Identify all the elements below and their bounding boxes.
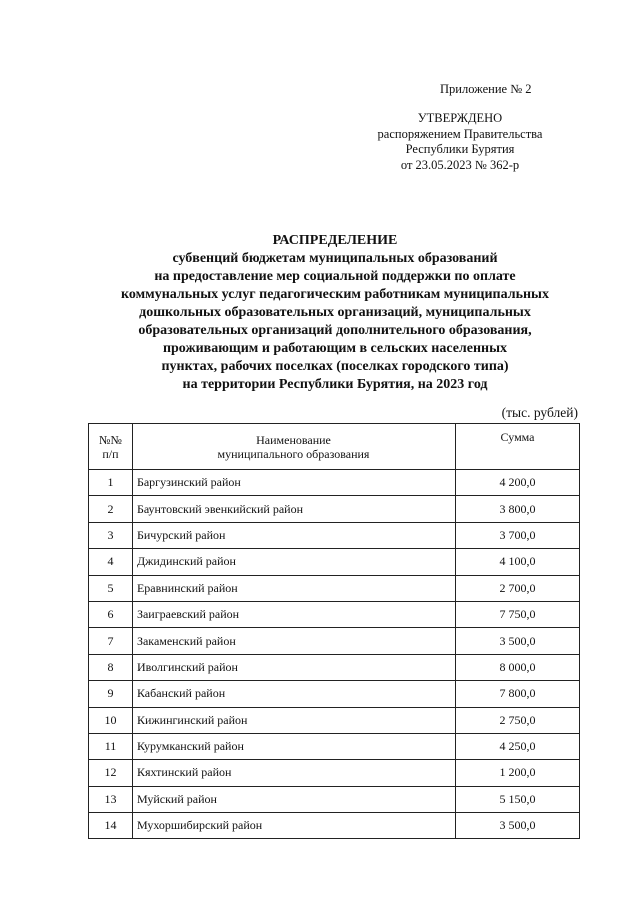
header-num-line-2: п/п — [102, 446, 119, 461]
table-row — [89, 470, 580, 496]
row-num: 6 — [89, 601, 133, 627]
row-num: 7 — [89, 628, 133, 654]
title-line-8: на территории Республики Бурятия, на 2023 год — [182, 377, 488, 392]
row-num: 8 — [89, 654, 133, 680]
approval-heading: УТВЕРЖДЕНО — [417, 111, 503, 125]
table-row — [89, 522, 580, 548]
row-sum: 3 500,0 — [456, 628, 580, 654]
title-line-6: проживающим и работающим в сельских населенных — [162, 341, 508, 356]
row-name: Заиграевский район — [132, 601, 455, 627]
row-name: Джидинский район — [132, 549, 455, 575]
title-line-2: на предоставление мер социальной поддержки по оплате — [154, 269, 516, 284]
row-num: 14 — [89, 813, 133, 839]
header-name — [132, 424, 455, 470]
row-num: 4 — [89, 549, 133, 575]
table-row — [89, 813, 580, 839]
row-num: 9 — [89, 681, 133, 707]
row-num: 12 — [89, 760, 133, 786]
row-num: 11 — [89, 733, 133, 759]
row-name: Кяхтинский район — [132, 760, 455, 786]
row-name: Бичурский район — [132, 522, 455, 548]
distribution-table — [88, 423, 580, 839]
title-line-3: коммунальных услуг педагогическим работникам муниципальных — [121, 287, 549, 302]
row-name: Муйский район — [132, 786, 455, 812]
units-label: (тыс. рублей) — [501, 405, 578, 420]
table-row — [89, 601, 580, 627]
table-row — [89, 654, 580, 680]
row-name: Кабанский район — [132, 681, 455, 707]
row-name: Курумканский район — [132, 733, 455, 759]
row-sum: 2 700,0 — [456, 575, 580, 601]
row-sum: 3 800,0 — [456, 496, 580, 522]
row-sum: 1 200,0 — [456, 760, 580, 786]
row-sum: 3 700,0 — [456, 522, 580, 548]
row-sum: 5 150,0 — [456, 786, 580, 812]
approval-line-1: распоряжением Правительства — [377, 126, 543, 141]
table-row — [89, 681, 580, 707]
title-main: РАСПРЕДЕЛЕНИЕ — [272, 233, 398, 248]
table-row — [89, 707, 580, 733]
approval-line-3: от 23.05.2023 № 362-р — [400, 157, 520, 172]
row-sum: 8 000,0 — [456, 654, 580, 680]
row-sum: 7 750,0 — [456, 601, 580, 627]
row-num: 1 — [89, 470, 133, 496]
row-num: 2 — [89, 496, 133, 522]
title-line-1: субвенций бюджетам муниципальных образований — [172, 251, 498, 266]
row-sum: 3 500,0 — [456, 813, 580, 839]
title-line-4: дошкольных образовательных организаций, муниципальных — [139, 305, 531, 320]
row-name: Еравнинский район — [132, 575, 455, 601]
row-name: Баргузинский район — [132, 470, 455, 496]
approval-line-2: Республики Бурятия — [405, 142, 515, 156]
row-sum: 4 250,0 — [456, 733, 580, 759]
row-num: 5 — [89, 575, 133, 601]
row-num: 3 — [89, 522, 133, 548]
table-row — [89, 628, 580, 654]
row-sum: 4 100,0 — [456, 549, 580, 575]
row-sum: 4 200,0 — [456, 470, 580, 496]
document-title — [60, 232, 610, 394]
row-name: Иволгинский район — [132, 654, 455, 680]
table-row — [89, 733, 580, 759]
row-num: 13 — [89, 786, 133, 812]
row-name: Баунтовский эвенкийский район — [132, 496, 455, 522]
table-row — [89, 575, 580, 601]
table-row — [89, 496, 580, 522]
header-sum: Сумма — [456, 424, 580, 470]
header-num — [89, 424, 133, 470]
title-line-7: пунктах, рабочих поселках (поселках городского типа) — [161, 359, 509, 374]
row-num: 10 — [89, 707, 133, 733]
header-name-line-2: муниципального образования — [217, 446, 370, 461]
appendix-label: Приложение № 2 — [440, 82, 532, 96]
header-name-line-1: Наименование — [256, 432, 331, 447]
approval-block — [340, 111, 580, 173]
table-header-row — [89, 424, 580, 470]
row-name: Мухоршибирский район — [132, 813, 455, 839]
row-sum: 2 750,0 — [456, 707, 580, 733]
title-line-5: образовательных организаций дополнительного образования, — [138, 323, 532, 338]
row-sum: 7 800,0 — [456, 681, 580, 707]
table-row — [89, 786, 580, 812]
row-name: Закаменский район — [132, 628, 455, 654]
row-name: Кижингинский район — [132, 707, 455, 733]
table-row — [89, 549, 580, 575]
header-num-line-1: №№ — [99, 432, 122, 447]
table-row — [89, 760, 580, 786]
